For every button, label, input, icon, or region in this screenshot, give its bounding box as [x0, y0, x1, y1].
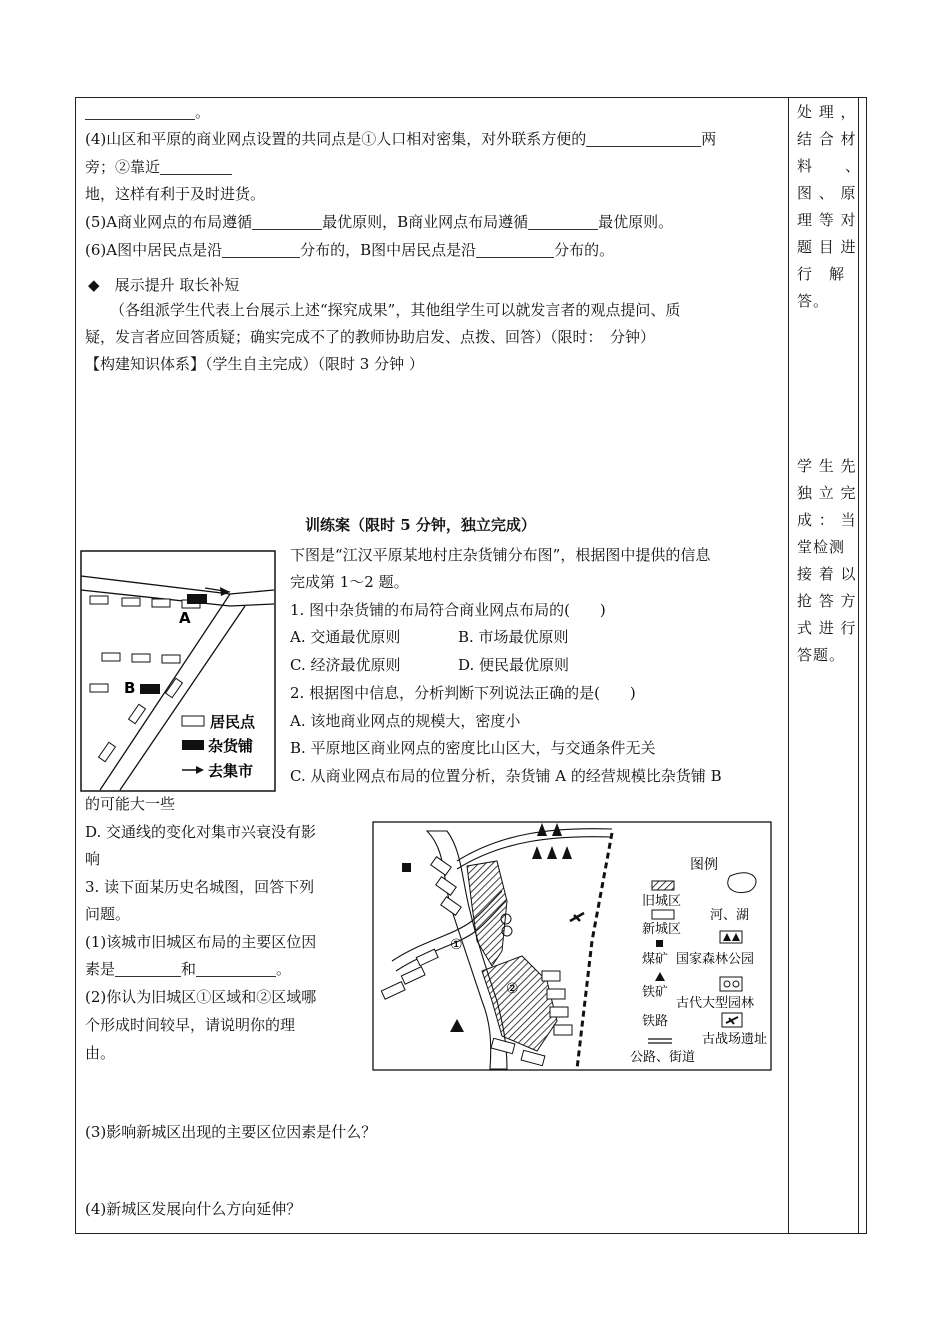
question-3-1-cont: 素是 和 。: [85, 960, 292, 978]
question-1-option-b[interactable]: B. 市场最优原则: [458, 628, 569, 646]
question-5: (5)A商业网点的布局遵循 最优原则，B商业网点布局遵循 最优原则。: [85, 213, 674, 231]
blank-field[interactable]: [196, 962, 276, 977]
legend-iron: 铁矿: [642, 985, 669, 1000]
legend-garden: 古代大型园林: [676, 996, 755, 1011]
question-3-cont: 问题。: [85, 905, 131, 923]
bullet-icon: ◆: [88, 276, 100, 294]
blank-field[interactable]: [528, 215, 598, 230]
training-title: 训练案（限时 5 分钟，独立完成）: [305, 516, 536, 534]
build-knowledge: 【构建知识体系】（学生自主完成）（限时 3 分钟 ）: [85, 355, 424, 373]
zone-1-label: ①: [450, 937, 463, 953]
legend-store-icon: [182, 740, 204, 750]
legend-railway: 铁路: [642, 1014, 669, 1029]
question-4-line3: 地，这样有利于及时进货。: [85, 185, 266, 203]
show-section-body-2: 疑，发言者应回答质疑；确实完成不了的教师协助启发、点拨、回答）（限时： 分钟）: [85, 328, 656, 346]
blank-field[interactable]: [85, 105, 195, 120]
show-section-heading: ◆ 展示提升 取长补短: [88, 276, 240, 294]
label-a: A: [179, 609, 191, 627]
residence-icon: [152, 599, 170, 607]
label-b: B: [124, 679, 136, 697]
side-note-1: 处 理 ， 结 合 材 料 、 图 、 原 理 等 对 题 目 进 行 解 答。: [797, 103, 862, 310]
legend-forest: 国家森林公园: [676, 952, 755, 967]
legend-old-city: 旧城区: [642, 894, 682, 909]
legend-residence-icon: [182, 716, 204, 726]
legend-residence: 居民点: [210, 713, 256, 731]
blank-field[interactable]: [115, 962, 181, 977]
blank-field[interactable]: [586, 132, 701, 147]
question-3: 3. 读下面某历史名城图，回答下列: [85, 878, 315, 896]
residence-icon: [162, 655, 180, 663]
legend-river-icon: [728, 873, 756, 893]
question-3-2-end: 由。: [85, 1044, 116, 1062]
legend-coal: 煤矿: [642, 952, 669, 967]
show-section-body-1: （各组派学生代表上台展示上述“探究成果”，其他组学生可以就发言者的观点提问、质: [110, 301, 681, 319]
legend-river: 河、湖: [710, 908, 750, 923]
question-4-line2: 旁；②靠近: [85, 160, 232, 175]
blank-field[interactable]: [252, 215, 322, 230]
column-divider: [788, 98, 789, 1233]
zone-2-label: ②: [506, 981, 519, 997]
answer-line-top: 。: [85, 105, 210, 120]
question-2-option-d[interactable]: D. 交通线的变化对集市兴衰没有影: [85, 823, 317, 841]
store-b-icon: [140, 684, 160, 694]
legend-store: 杂货铺: [208, 737, 254, 755]
intro-line-1: 下图是“江汉平原某地村庄杂货铺分布图”，根据图中提供的信息: [290, 546, 711, 564]
legend-market: 去集市: [208, 762, 254, 780]
blank-field[interactable]: [222, 243, 300, 258]
question-1-option-c[interactable]: C. 经济最优原则: [290, 656, 401, 674]
legend-new-city: 新城区: [642, 922, 682, 937]
question-2-option-c-cont: 的可能大一些: [85, 795, 176, 813]
coal-mine-icon: [402, 863, 411, 872]
blank-field[interactable]: [160, 160, 232, 175]
question-3-2: (2)你认为旧城区①区域和②区域哪: [85, 988, 317, 1006]
village-store-map: [80, 550, 276, 792]
question-3-4: (4)新城区发展向什么方向延伸？: [85, 1200, 302, 1218]
question-4-line1: (4)山区和平原的商业网点设置的共同点是①人口相对密集，对外联系方便的 两: [85, 130, 717, 148]
question-2-option-c[interactable]: C. 从商业网点布局的位置分析，杂货铺 A 的经营规模比杂货铺 B: [290, 767, 722, 785]
residence-icon: [90, 596, 108, 604]
question-3-2-cont: 个形成时间较早，请说明你的理: [85, 1016, 296, 1034]
legend-old-city-icon: [652, 881, 674, 890]
residence-icon: [90, 684, 108, 692]
question-2: 2. 根据图中信息，分析判断下列说法正确的是( ): [290, 684, 636, 702]
historic-city-map: [372, 821, 772, 1071]
question-1: 1. 图中杂货铺的布局符合商业网点布局的( ): [290, 601, 606, 619]
question-1-option-d[interactable]: D. 便民最优原则: [458, 656, 570, 674]
question-3-3: (3)影响新城区出现的主要区位因素是什么？: [85, 1123, 377, 1141]
question-3-1: (1)该城市旧城区布局的主要区位因: [85, 933, 317, 951]
question-1-option-a[interactable]: A. 交通最优原则: [290, 628, 401, 646]
legend-title: 图例: [690, 857, 718, 873]
blank-field[interactable]: [476, 243, 554, 258]
store-a-icon: [187, 594, 207, 604]
question-2-option-a[interactable]: A. 该地商业网点的规模大，密度小: [290, 712, 521, 730]
legend-road: 公路、街道: [630, 1050, 696, 1065]
legend-new-city-icon: [652, 910, 674, 919]
residence-icon: [122, 598, 140, 606]
legend-coal-icon: [656, 940, 663, 947]
question-2-option-b[interactable]: B. 平原地区商业网点的密度比山区大，与交通条件无关: [290, 739, 656, 757]
residence-icon: [102, 653, 120, 661]
residence-icon: [132, 654, 150, 662]
side-note-2: 学 生 先 独 立 完 成 ： 当 堂检测 接 着 以 抢 答 方 式 进 行 答题。: [797, 457, 857, 664]
legend-battlefield: 古战场遗址: [702, 1032, 768, 1047]
question-6: (6)A图中居民点是沿 分布的，B图中居民点是沿 分布的。: [85, 241, 615, 259]
question-2-option-d-cont: 响: [85, 850, 101, 868]
intro-line-2: 完成第 1～2 题。: [290, 573, 409, 591]
